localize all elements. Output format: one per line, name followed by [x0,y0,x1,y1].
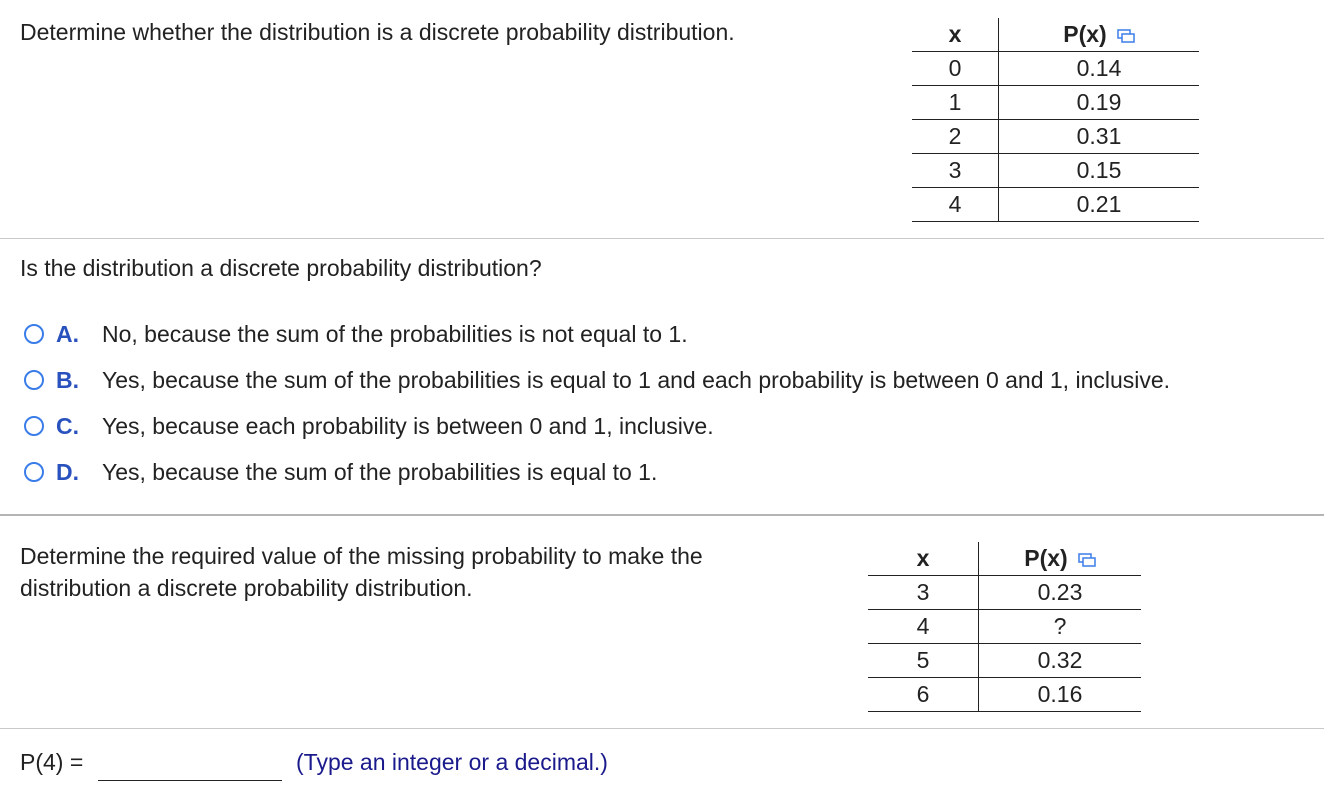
option-c-radio[interactable] [24,416,44,436]
x-cell: 4 [868,610,979,644]
part2-prompt: Determine the required value of the missing probability to make the distribution a discrete probability distribution. [20,543,703,601]
part1-probability-table [912,18,1199,222]
option-a-radio[interactable] [24,324,44,344]
p-cell: 0.14 [999,52,1200,86]
option-c[interactable] [24,406,714,446]
x-cell: 5 [868,644,979,678]
p-cell: 0.16 [979,678,1142,712]
option-d-text[interactable]: Yes, because the sum of the probabilities is equal to 1. [102,458,658,485]
part2-probability-table [868,542,1141,712]
x-cell: 3 [868,576,979,610]
x-column-header: x [868,542,979,576]
p-cell: 0.31 [999,120,1200,154]
table-row [868,576,1141,610]
table-row [868,644,1141,678]
option-a-letter: A. [56,320,79,347]
p-column-header [979,542,1142,576]
copy-table-icon[interactable] [1078,553,1096,567]
part1-prompt: Determine whether the distribution is a discrete probability distribution. [20,19,735,45]
p-cell: ? [979,610,1142,644]
p-cell: 0.19 [999,86,1200,120]
answer-input[interactable] [98,746,282,781]
p-cell: 0.15 [999,154,1200,188]
option-a[interactable] [24,314,688,354]
part1-question: Is the distribution a discrete probability distribution? [20,255,542,281]
option-d[interactable] [24,452,657,492]
option-c-text[interactable]: Yes, because each probability is between 0 and 1, inclusive. [102,412,714,439]
option-b-radio[interactable] [24,370,44,390]
x-column-header: x [912,18,999,52]
answer-label: P(4) = [20,749,84,775]
option-b-letter: B. [56,366,79,393]
option-b[interactable] [24,360,1170,400]
option-d-letter: D. [56,458,79,485]
section-divider [0,728,1324,729]
answer-hint: (Type an integer or a decimal.) [296,749,608,775]
x-cell: 2 [912,120,999,154]
table-row [912,154,1199,188]
option-c-letter: C. [56,412,79,439]
table-row [912,52,1199,86]
option-d-radio[interactable] [24,462,44,482]
table-row [868,610,1141,644]
p-cell: 0.23 [979,576,1142,610]
option-b-text[interactable]: Yes, because the sum of the probabilities is equal to 1 and each probability is between 0 and 1, inclusive. [102,366,1171,393]
table-row [912,120,1199,154]
table-row [868,678,1141,712]
x-cell: 3 [912,154,999,188]
part-divider [0,514,1324,516]
table-row [912,86,1199,120]
section-divider [0,238,1324,239]
x-cell: 6 [868,678,979,712]
p-cell: 0.21 [999,188,1200,222]
p-cell: 0.32 [979,644,1142,678]
copy-table-icon[interactable] [1117,29,1135,43]
p-column-header-label: P(x) [1063,21,1107,47]
option-a-text[interactable]: No, because the sum of the probabilities is not equal to 1. [102,320,688,347]
x-cell: 4 [912,188,999,222]
x-cell: 0 [912,52,999,86]
x-cell: 1 [912,86,999,120]
p-column-header [999,18,1200,52]
p-column-header-label: P(x) [1024,545,1068,571]
table-row [912,188,1199,222]
